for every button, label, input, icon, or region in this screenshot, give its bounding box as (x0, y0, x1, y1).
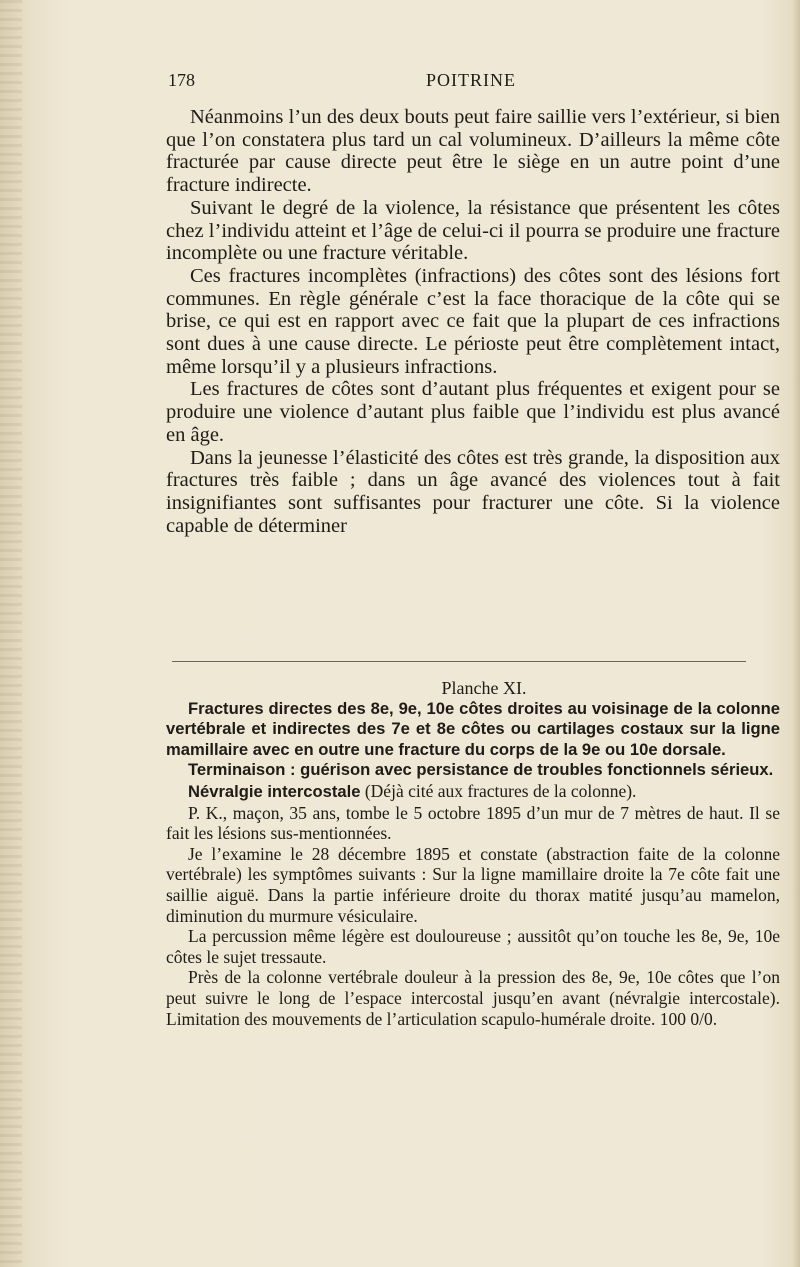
main-text (166, 106, 780, 537)
plate-caption (166, 678, 780, 1029)
paragraph: Les fractures de côtes sont d’autant plus fréquentes et exigent pour se produire une violence d’autant plus faible que l’individu est plus avancé en âge. (166, 378, 780, 446)
paragraph: Néanmoins l’un des deux bouts peut faire saillie vers l’extérieur, si bien que l’on constatera plus tard un cal volumineux. D’ailleurs la même côte fracturée par cause directe peut être le siège en un autre point d’une fracture indirecte. (166, 106, 780, 197)
plate-termination: Terminaison : guérison avec persistance de troubles fonctionnels sérieux. (188, 760, 774, 780)
page-header (168, 70, 764, 96)
section-divider (172, 661, 746, 662)
case-paragraph: La percussion même légère est douloureuse ; aussitôt qu’on touche les 8e, 9e, 10e côtes le sujet tressaute. (166, 926, 780, 967)
neuralgia-note: (Déjà cité aux fractures de la colonne). (360, 780, 637, 801)
case-paragraph: Près de la colonne vertébrale douleur à la pression des 8e, 9e, 10e côtes que l’on peut suivre le long de l’espace intercostal jusqu’en avant (névralgie intercostale). Limitation des mouvements de l’articulation scapulo-humérale droite. 100 0/0. (166, 967, 780, 1029)
plate-heading: Fractures directes des 8e, 9e, 10e côtes droites au voisinage de la colonne vertébrale et indirectes des 7e et 8e côtes ou cartilages costaux sur la ligne mamillaire avec en outre une fracture du corps de la 9e ou 10e dorsale. (166, 698, 780, 759)
case-paragraph: P. K., maçon, 35 ans, tombe le 5 octobre 1895 d’un mur de 7 mètres de haut. Il se fait les lésions sus-mentionnées. (166, 802, 780, 844)
page-number: 178 (168, 70, 195, 90)
neuralgia-label: Névralgie intercostale (188, 781, 361, 801)
running-head: POITRINE (426, 70, 516, 90)
paragraph: Ces fractures incomplètes (infractions) des côtes sont des lésions fort communes. En règle générale c’est la face thoracique de la côte qui se brise, ce qui est en rapport avec ce fait que la plupart de ces infractions sont dues à une cause directe. Le périoste peut être complètement intact, même lorsqu’il y a plusieurs infractions. (166, 264, 780, 378)
paragraph: Suivant le degré de la violence, la résistance que présentent les côtes chez l’individu atteint et l’âge de celui-ci il pourra se produire une fracture incomplète ou une fracture véritable. (166, 196, 780, 265)
plate-neuralgia (166, 781, 780, 803)
plate-title: Planche XI. (441, 678, 527, 698)
paragraph: Dans la jeunesse l’élasticité des côtes est très grande, la disposition aux fractures très faible ; dans un âge avancé des violences tout à fait insignifiantes sont suffisantes pour fracturer une côte. Si la violence capable de déterminer (166, 446, 780, 537)
case-paragraph: Je l’examine le 28 décembre 1895 et constate (abstraction faite de la colonne vertébrale) les symptômes suivants : Sur la ligne mamillaire droite la 7e côte fait une saillie aiguë. Dans la partie inférieure droite du thorax matité jusqu’au mamelon, diminution du murmure vésiculaire. (166, 843, 780, 926)
